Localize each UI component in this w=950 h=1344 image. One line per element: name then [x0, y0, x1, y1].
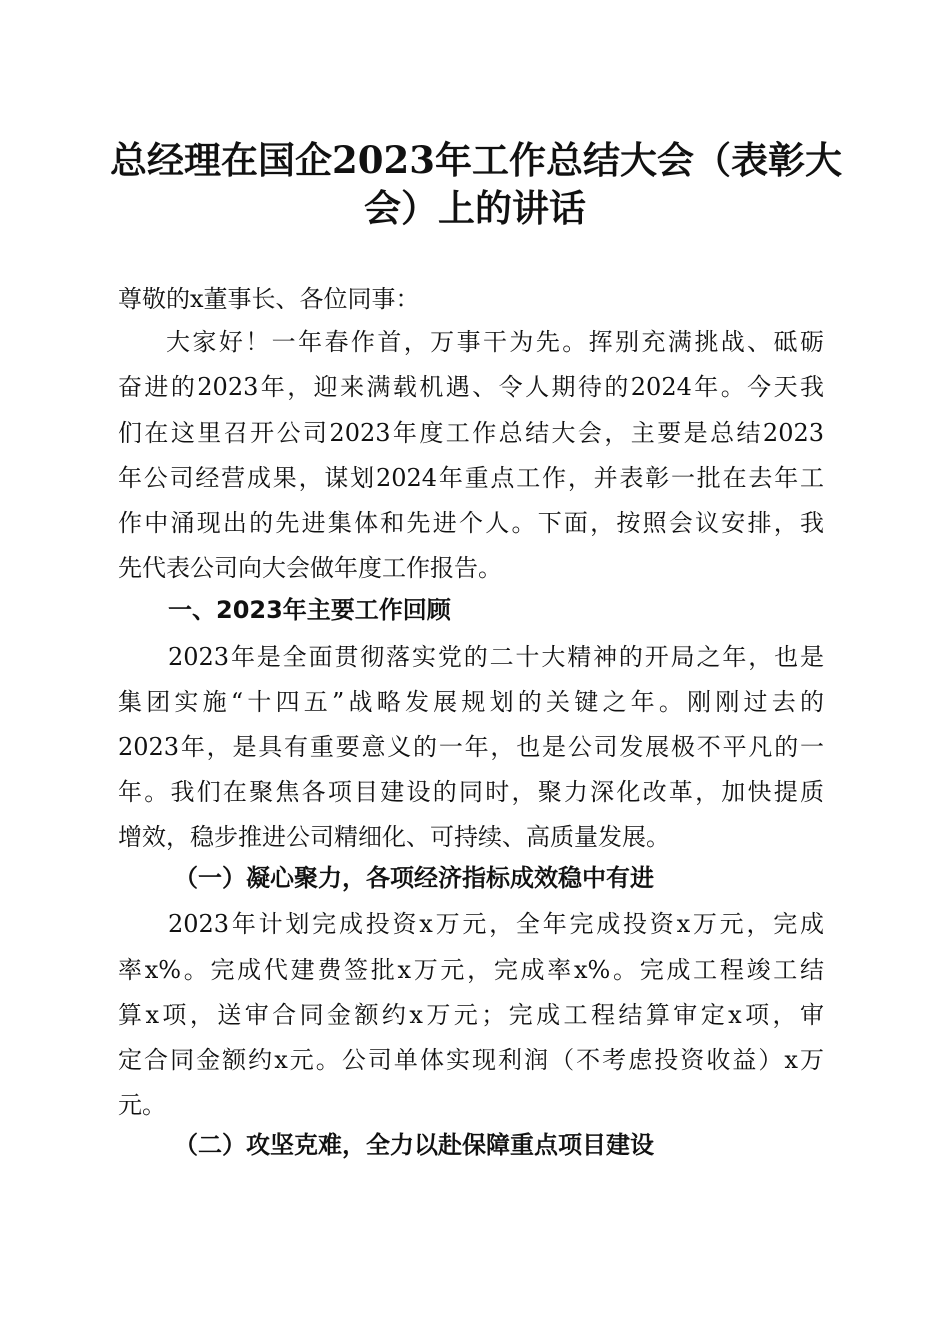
subsection1-paragraph-line: 定合同金额约x元。公司单体实现利润（不考虑投资收益）x万 — [118, 1046, 824, 1074]
subsection1-paragraph-line: 2023年计划完成投资x万元，全年完成投资x万元，完成 — [168, 910, 824, 938]
document-title-line-2: 会）上的讲话 — [364, 186, 586, 230]
subsection1-paragraph-line: 元。 — [118, 1091, 166, 1119]
intro-paragraph-line: 先代表公司向大会做年度工作报告。 — [118, 554, 502, 582]
subsection1-paragraph-line: 算x项，送审合同金额约x万元；完成工程结算审定x项，审 — [118, 1001, 824, 1029]
intro-paragraph-line: 大家好！一年春作首，万事干为先。挥别充满挑战、砥砺 — [166, 328, 824, 356]
intro-paragraph-line: 们在这里召开公司2023年度工作总结大会，主要是总结2023 — [118, 419, 824, 447]
section1-paragraph-line: 2023年是全面贯彻落实党的二十大精神的开局之年，也是 — [168, 643, 824, 671]
intro-paragraph-line: 作中涌现出的先进集体和先进个人。下面，按照会议安排，我 — [118, 509, 824, 537]
subsection1-paragraph-line: 率x%。完成代建费签批x万元，完成率x%。完成工程竣工结 — [118, 956, 824, 984]
section1-paragraph-line: 2023年，是具有重要意义的一年，也是公司发展极不平凡的一 — [118, 733, 824, 761]
intro-paragraph-line: 年公司经营成果，谋划2024年重点工作，并表彰一批在去年工 — [118, 464, 824, 492]
intro-paragraph-line: 奋进的2023年，迎来满载机遇、令人期待的2024年。今天我 — [118, 373, 824, 401]
section1-paragraph-line: 集团实施“十四五”战略发展规划的关键之年。刚刚过去的 — [118, 688, 824, 716]
subsection-heading-1: （一）凝心聚力，各项经济指标成效稳中有进 — [174, 863, 654, 892]
document-title-line-1: 总经理在国企2023年工作总结大会（表彰大 — [110, 138, 842, 182]
section1-paragraph-line: 年。我们在聚焦各项目建设的同时，聚力深化改革，加快提质 — [118, 778, 824, 806]
section-heading-1: 一、2023年主要工作回顾 — [168, 596, 451, 624]
salutation: 尊敬的x董事长、各位同事： — [118, 285, 420, 313]
subsection-heading-2: （二）攻坚克难，全力以赴保障重点项目建设 — [174, 1130, 654, 1159]
section1-paragraph-line: 增效，稳步推进公司精细化、可持续、高质量发展。 — [118, 823, 670, 851]
